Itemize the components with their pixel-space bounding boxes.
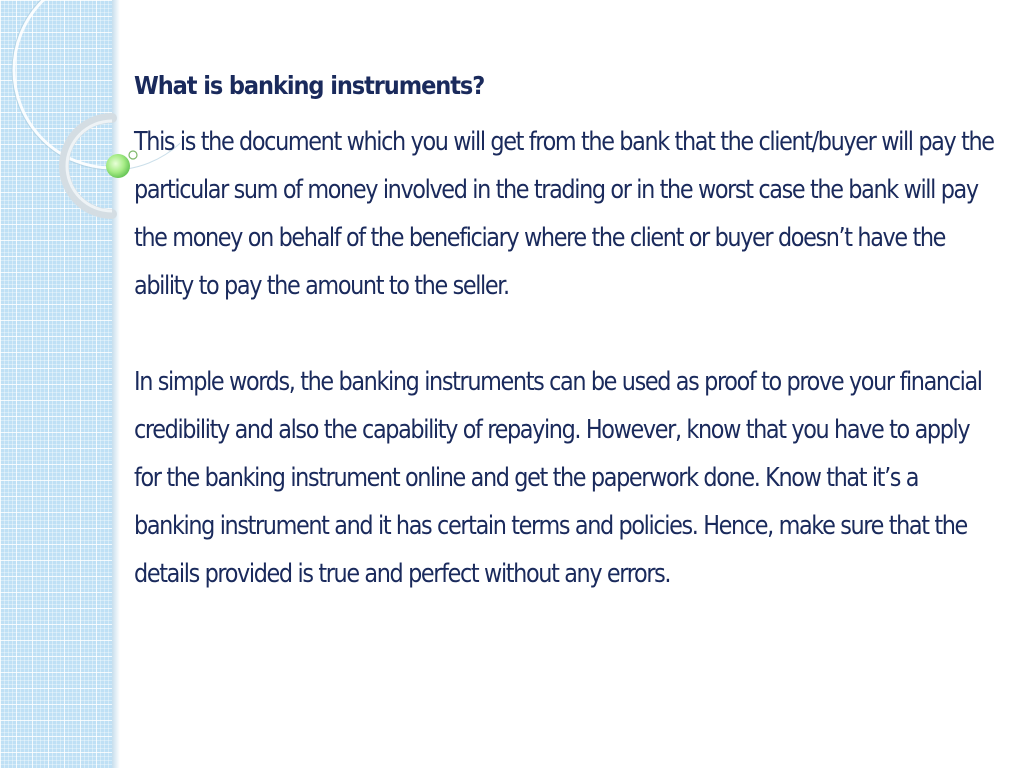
slide-content	[134, 64, 994, 598]
paragraph-definition: This is the document which you will get from the bank that the client/buyer will pay the particular sum of money involved in the trading or in the worst case the bank will pay the money on behalf of the beneficiary where the client or buyer doesn’t have the ability to pay the amount to the seller.	[134, 127, 994, 301]
slide-heading: What is banking instruments?	[134, 71, 485, 100]
paragraph-simple-words: In simple words, the banking instruments can be used as proof to prove your financial credibility and also the capability of repaying. However, know that you have to apply for the banking instrument online and get the paperwork done. Know that it’s a banking instrument and it has certain terms and policies. Hence, make sure that the details provided is true and perfect without any errors.	[134, 367, 982, 589]
green-dot	[106, 154, 130, 178]
